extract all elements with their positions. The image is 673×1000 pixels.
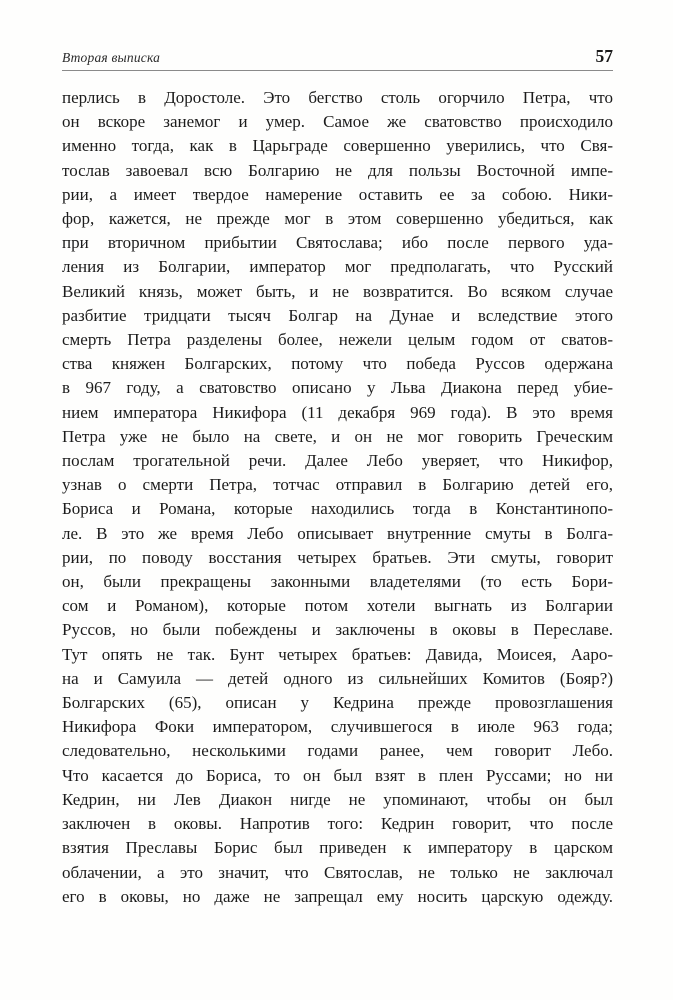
text-line: заключен в оковы. Напротив того: Кедрин говорит, что после [62,814,613,834]
text-line: следовательно, несколькими годами ранее, чем говорит Лебо. [62,741,613,761]
text-line: на и Самуила — детей одного из сильнейших Комитов (Бояр?) [62,668,613,688]
page-header [62,46,613,67]
text-line: узнав о смерти Петра, тотчас отправил в Болгарию детей его, [62,475,613,495]
text-line: он, были прекращены законными владетелями (то есть Бори- [62,572,613,592]
text-line: взятия Преславы Борис был приведен к императору в царском [62,838,613,858]
text-line: Тут опять не так. Бунт четырех братьев: Давида, Моисея, Ааро- [62,644,613,664]
text-line: он вскоре занемог и умер. Самое же сватовство происходило [62,112,613,132]
body-text [62,86,613,909]
running-title: Вторая выписка [62,50,161,65]
text-line: при вторичном прибытии Святослава; ибо после первого уда- [62,233,613,253]
text-line: смерть Петра разделены более, нежели целым годом от сватов- [62,330,613,350]
text-line: именно тогда, как в Царьграде совершенно уверились, что Свя- [62,136,613,156]
text-line: сом и Романом), которые потом хотели выгнать из Болгарии [62,596,613,616]
text-line: его в оковы, но даже не запрещал ему носить царскую одежду. [62,886,613,906]
text-line: Что касается до Бориса, то он был взят в плен Руссами; но ни [62,765,613,785]
header-divider [62,70,613,71]
text-line: облачении, а это значит, что Святослав, не только не заключал [62,862,613,882]
text-line: Никифора Фоки императором, случившегося в июле 963 года; [62,717,613,737]
text-line: Бориса и Романа, которые находились тогда в Константинопо- [62,499,613,519]
text-line: ле. В это же время Лебо описывает внутренние смуты в Болга- [62,523,613,543]
text-line: Болгарских (65), описан у Кедрина прежде провозглашения [62,693,613,713]
text-line: нием императора Никифора (11 декабря 969 года). В это время [62,402,613,422]
text-line: Кедрин, ни Лев Диакон нигде не упоминают, чтобы он был [62,789,613,809]
text-line: разбитие тридцати тысяч Болгар на Дунае и вследствие этого [62,305,613,325]
text-line: Петра уже не было на свете, и он не мог говорить Греческим [62,426,613,446]
text-line: ства княжен Болгарских, потому что победа Руссов одержана [62,354,613,374]
text-line: перлись в Доростоле. Это бегство столь огорчило Петра, что [62,88,613,107]
text-line: тослав завоевал всю Болгарию не для пользы Восточной импе- [62,160,613,180]
text-line: Руссов, но были побеждены и заключены в оковы в Переславе. [62,620,613,640]
text-line: ления из Болгарии, император мог предполагать, что Русский [62,257,613,277]
text-line: Великий князь, может быть, и не возвратится. Во всяком случае [62,281,613,301]
text-line: фор, кажется, не прежде мог в этом совершенно убедиться, как [62,209,613,229]
text-line: рии, а имеет твердое намерение оставить ее за собою. Ники- [62,184,613,204]
page-number: 57 [595,46,613,66]
text-line: в 967 году, а сватовство описано у Льва Диакона перед убие- [62,378,613,398]
text-line: послам трогательной речи. Далее Лебо уверяет, что Никифор, [62,451,613,471]
text-line: рии, по поводу восстания четырех братьев. Эти смуты, говорит [62,547,613,567]
